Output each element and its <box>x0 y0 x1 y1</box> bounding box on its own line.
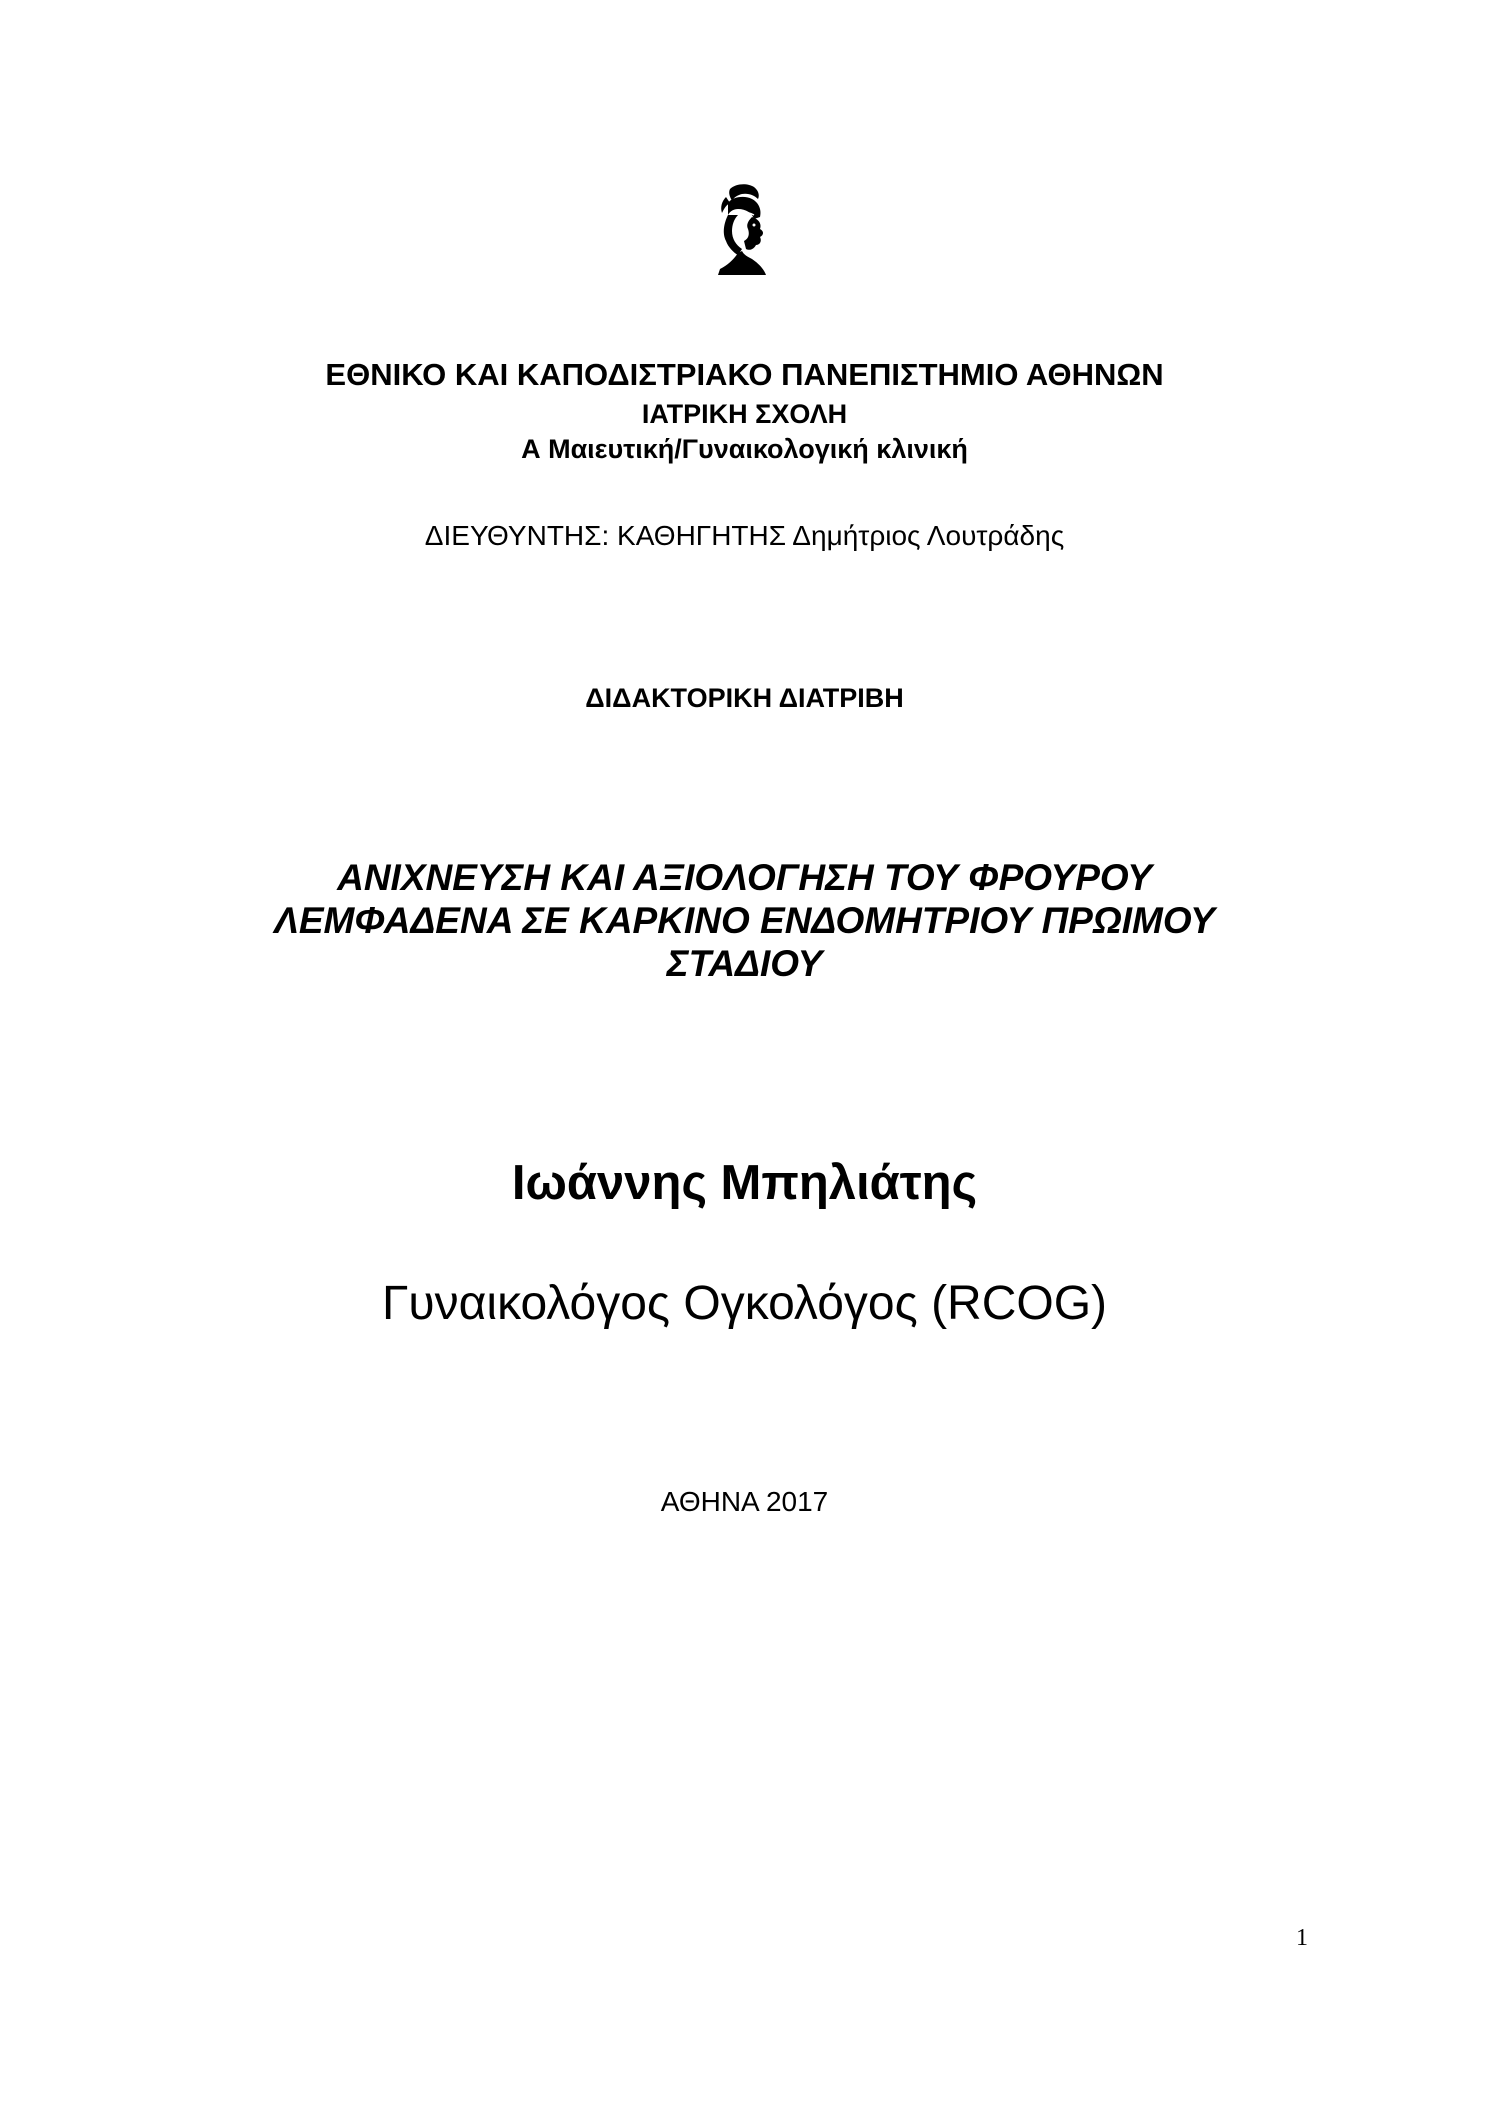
director-line: ΔΙΕΥΘΥΝΤΗΣ: ΚΑΘΗΓΗΤΗΣ Δημήτριος Λουτράδης <box>424 520 1065 551</box>
school-name: ΙΑΤΡΙΚΗ ΣΧΟΛΗ <box>641 399 848 429</box>
thesis-title-line: ΣΤΑΔΙΟΥ <box>666 943 823 984</box>
author-specialty: Γυναικολόγος Ογκολόγος (RCOG) <box>381 1277 1108 1330</box>
thesis-title-line: ΑΝΙΧΝΕΥΣΗ ΚΑΙ ΑΞΙΟΛΟΓΗΣΗ ΤΟΥ ΦΡΟΥΡΟΥ <box>337 857 1152 898</box>
place-and-year: ΑΘΗΝΑ 2017 <box>660 1486 829 1517</box>
university-name: ΕΘΝΙΚΟ ΚΑΙ ΚΑΠΟΔΙΣΤΡΙΑΚΟ ΠΑΝΕΠΙΣΤΗΜΙΟ ΑΘΗΝΩΝ <box>325 357 1164 392</box>
thesis-title-line: ΛΕΜΦΑΔΕΝΑ ΣΕ ΚΑΡΚΙΝΟ ΕΝΔΟΜΗΤΡΙΟΥ ΠΡΩΙΜΟΥ <box>274 900 1215 941</box>
page-number: 1 <box>1296 1925 1308 1951</box>
clinic-name: Α Μαιευτική/Γυναικολογική κλινική <box>521 434 968 464</box>
athena-head-emblem-icon <box>708 183 774 275</box>
document-type: ΔΙΔΑΚΤΟΡΙΚΗ ΔΙΑΤΡΙΒΗ <box>585 683 904 713</box>
thesis-title <box>0 856 1489 985</box>
author-name: Ιωάννης Μπηλιάτης <box>511 1156 978 1210</box>
